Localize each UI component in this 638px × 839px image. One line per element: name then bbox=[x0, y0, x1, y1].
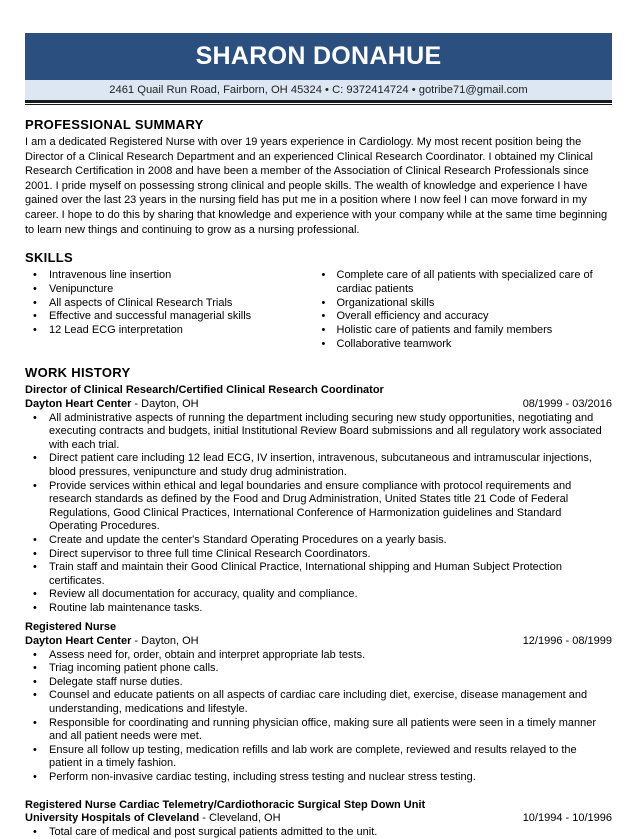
job-entry bbox=[25, 621, 612, 784]
skill-item: • Venipuncture bbox=[25, 283, 319, 297]
job-entry bbox=[25, 799, 612, 839]
job-dates: 12/1996 - 08/1999 bbox=[522, 635, 612, 648]
resume-body bbox=[25, 117, 612, 839]
header-band bbox=[25, 33, 612, 80]
job-duty: • Routine lab maintenance tasks. bbox=[25, 602, 612, 616]
job-duty: • Direct supervisor to three full time Clinical Research Coordinators. bbox=[25, 548, 612, 562]
skills-column-2 bbox=[319, 269, 613, 351]
job-duty: • Perform non-invasive cardiac testing, including stress testing and nuclear stress testing. bbox=[25, 771, 612, 785]
job-employer bbox=[25, 398, 199, 412]
job-duty: • Delegate staff nurse duties. bbox=[25, 676, 612, 690]
work-history-heading: WORK HISTORY bbox=[25, 365, 131, 381]
company-location: - Dayton, OH bbox=[131, 635, 199, 648]
contact-info: 2461 Quail Run Road, Fairborn, OH 45324 • C: 9372414724 • gotribe71@gmail.com bbox=[25, 80, 612, 100]
skill-item: • Intravenous line insertion bbox=[25, 269, 319, 283]
skills-heading: SKILLS bbox=[25, 250, 74, 266]
job-duty: • Ensure all follow up testing, medication refills and lab work are complete, reviewed and results relayed to the patient in a timely fashion. bbox=[25, 744, 612, 771]
job-duty: • Provide services within ethical and legal boundaries and ensure compliance with protocol requirements and research standards as defined by the Food and Drug Administration, United States title 21 Code of Federal Regulations, Good Clinical Practices, International Conference of Harmonization guidelines and Standard Operating Procedures. bbox=[25, 480, 612, 534]
job-duty: • Create and update the center's Standard Operating Procedures on a yearly basis. bbox=[25, 534, 612, 548]
job-duty: • Triag incoming patient phone calls. bbox=[25, 662, 612, 676]
job-employer bbox=[25, 812, 281, 826]
job-dates: 10/1994 - 10/1996 bbox=[522, 812, 612, 825]
skill-item: • Collaborative teamwork bbox=[319, 338, 613, 352]
job-employer bbox=[25, 635, 199, 649]
candidate-name: SHARON DONAHUE bbox=[195, 42, 442, 70]
job-duties bbox=[25, 412, 612, 616]
job-duty: • Assess need for, order, obtain and interpret appropriate lab tests. bbox=[25, 649, 612, 663]
summary-text: I am a dedicated Registered Nurse with over 19 years experience in Cardiology. My most recent position being the Director of a Clinical Research Department and an experienced Clinical Research Coordinator. I obtained my Clinical Research Certification in 2008 and have been a member of the Association of Clinical Research Professionals since 2001. I pride myself on possessing strong clinical and people skills. The wealth of knowledge and experience I have gained over the last 23 years in the nursing field has put me in a position where I now feel I can move forward in my career. I hope to do this by sharing that knowledge and experience with your company while at the same time beginning to learn new things and continuing to grow as a nursing professional. bbox=[25, 136, 608, 236]
job-duties bbox=[25, 649, 612, 785]
summary-heading: PROFESSIONAL SUMMARY bbox=[25, 117, 204, 132]
skills-column-1 bbox=[25, 269, 319, 351]
skill-item: • Organizational skills bbox=[319, 297, 613, 311]
skill-item: • Holistic care of patients and family members bbox=[319, 324, 613, 338]
header-divider bbox=[25, 100, 612, 103]
job-duties bbox=[25, 826, 612, 839]
job-employer-line bbox=[25, 398, 612, 412]
job-title: Registered Nurse bbox=[25, 621, 117, 634]
job-duty: • Direct patient care including 12 lead ECG, IV insertion, intravenous, subcutaneous and intramuscular injections, blood pressures, venipuncture and study drug administration. bbox=[25, 452, 612, 479]
job-duty: • Review all documentation for accuracy, quality and compliance. bbox=[25, 588, 612, 602]
header-divider-thin bbox=[25, 104, 612, 105]
company-name: University Hospitals of Cleveland bbox=[25, 812, 200, 825]
job-dates: 08/1999 - 03/2016 bbox=[522, 397, 612, 410]
company-location: - Dayton, OH bbox=[131, 397, 199, 410]
company-location: - Cleveland, OH bbox=[199, 812, 281, 825]
job-duty: • Responsible for coordinating and running physician office, making sure all patients were seen in a timely manner and all patient needs were met. bbox=[25, 717, 612, 744]
skill-item: • Complete care of all patients with specialized care of cardiac patients bbox=[319, 269, 613, 296]
job-title: Director of Clinical Research/Certified Clinical Research Coordinator bbox=[25, 384, 384, 397]
skill-item: • Effective and successful managerial skills bbox=[25, 310, 319, 324]
company-name: Dayton Heart Center bbox=[25, 397, 132, 410]
skills-list bbox=[25, 269, 612, 351]
skill-item: • All aspects of Clinical Research Trials bbox=[25, 297, 319, 311]
skill-item: • 12 Lead ECG interpretation bbox=[25, 324, 319, 338]
job-employer-line bbox=[25, 812, 612, 826]
skill-item: • Overall efficiency and accuracy bbox=[319, 310, 613, 324]
job-duty: • Train staff and maintain their Good Clinical Practice, International shipping and Human Subject Protection certificates. bbox=[25, 561, 612, 588]
company-name: Dayton Heart Center bbox=[25, 635, 132, 648]
job-duty: • All administrative aspects of running the department including securing new study opportunities, negotiating and executing contracts and budgets, initial Institutional Review Board submissions and all regulatory work associated with each trial. bbox=[25, 412, 612, 453]
job-duty: • Total care of medical and post surgical patients admitted to the unit. bbox=[25, 826, 612, 839]
job-duty: • Counsel and educate patients on all aspects of cardiac care including diet, exercise, disease management and understanding, medications and lifestyle. bbox=[25, 689, 612, 716]
job-entry bbox=[25, 384, 612, 615]
job-employer-line bbox=[25, 635, 612, 649]
job-title: Registered Nurse Cardiac Telemetry/Cardiothoracic Surgical Step Down Unit bbox=[25, 798, 426, 811]
